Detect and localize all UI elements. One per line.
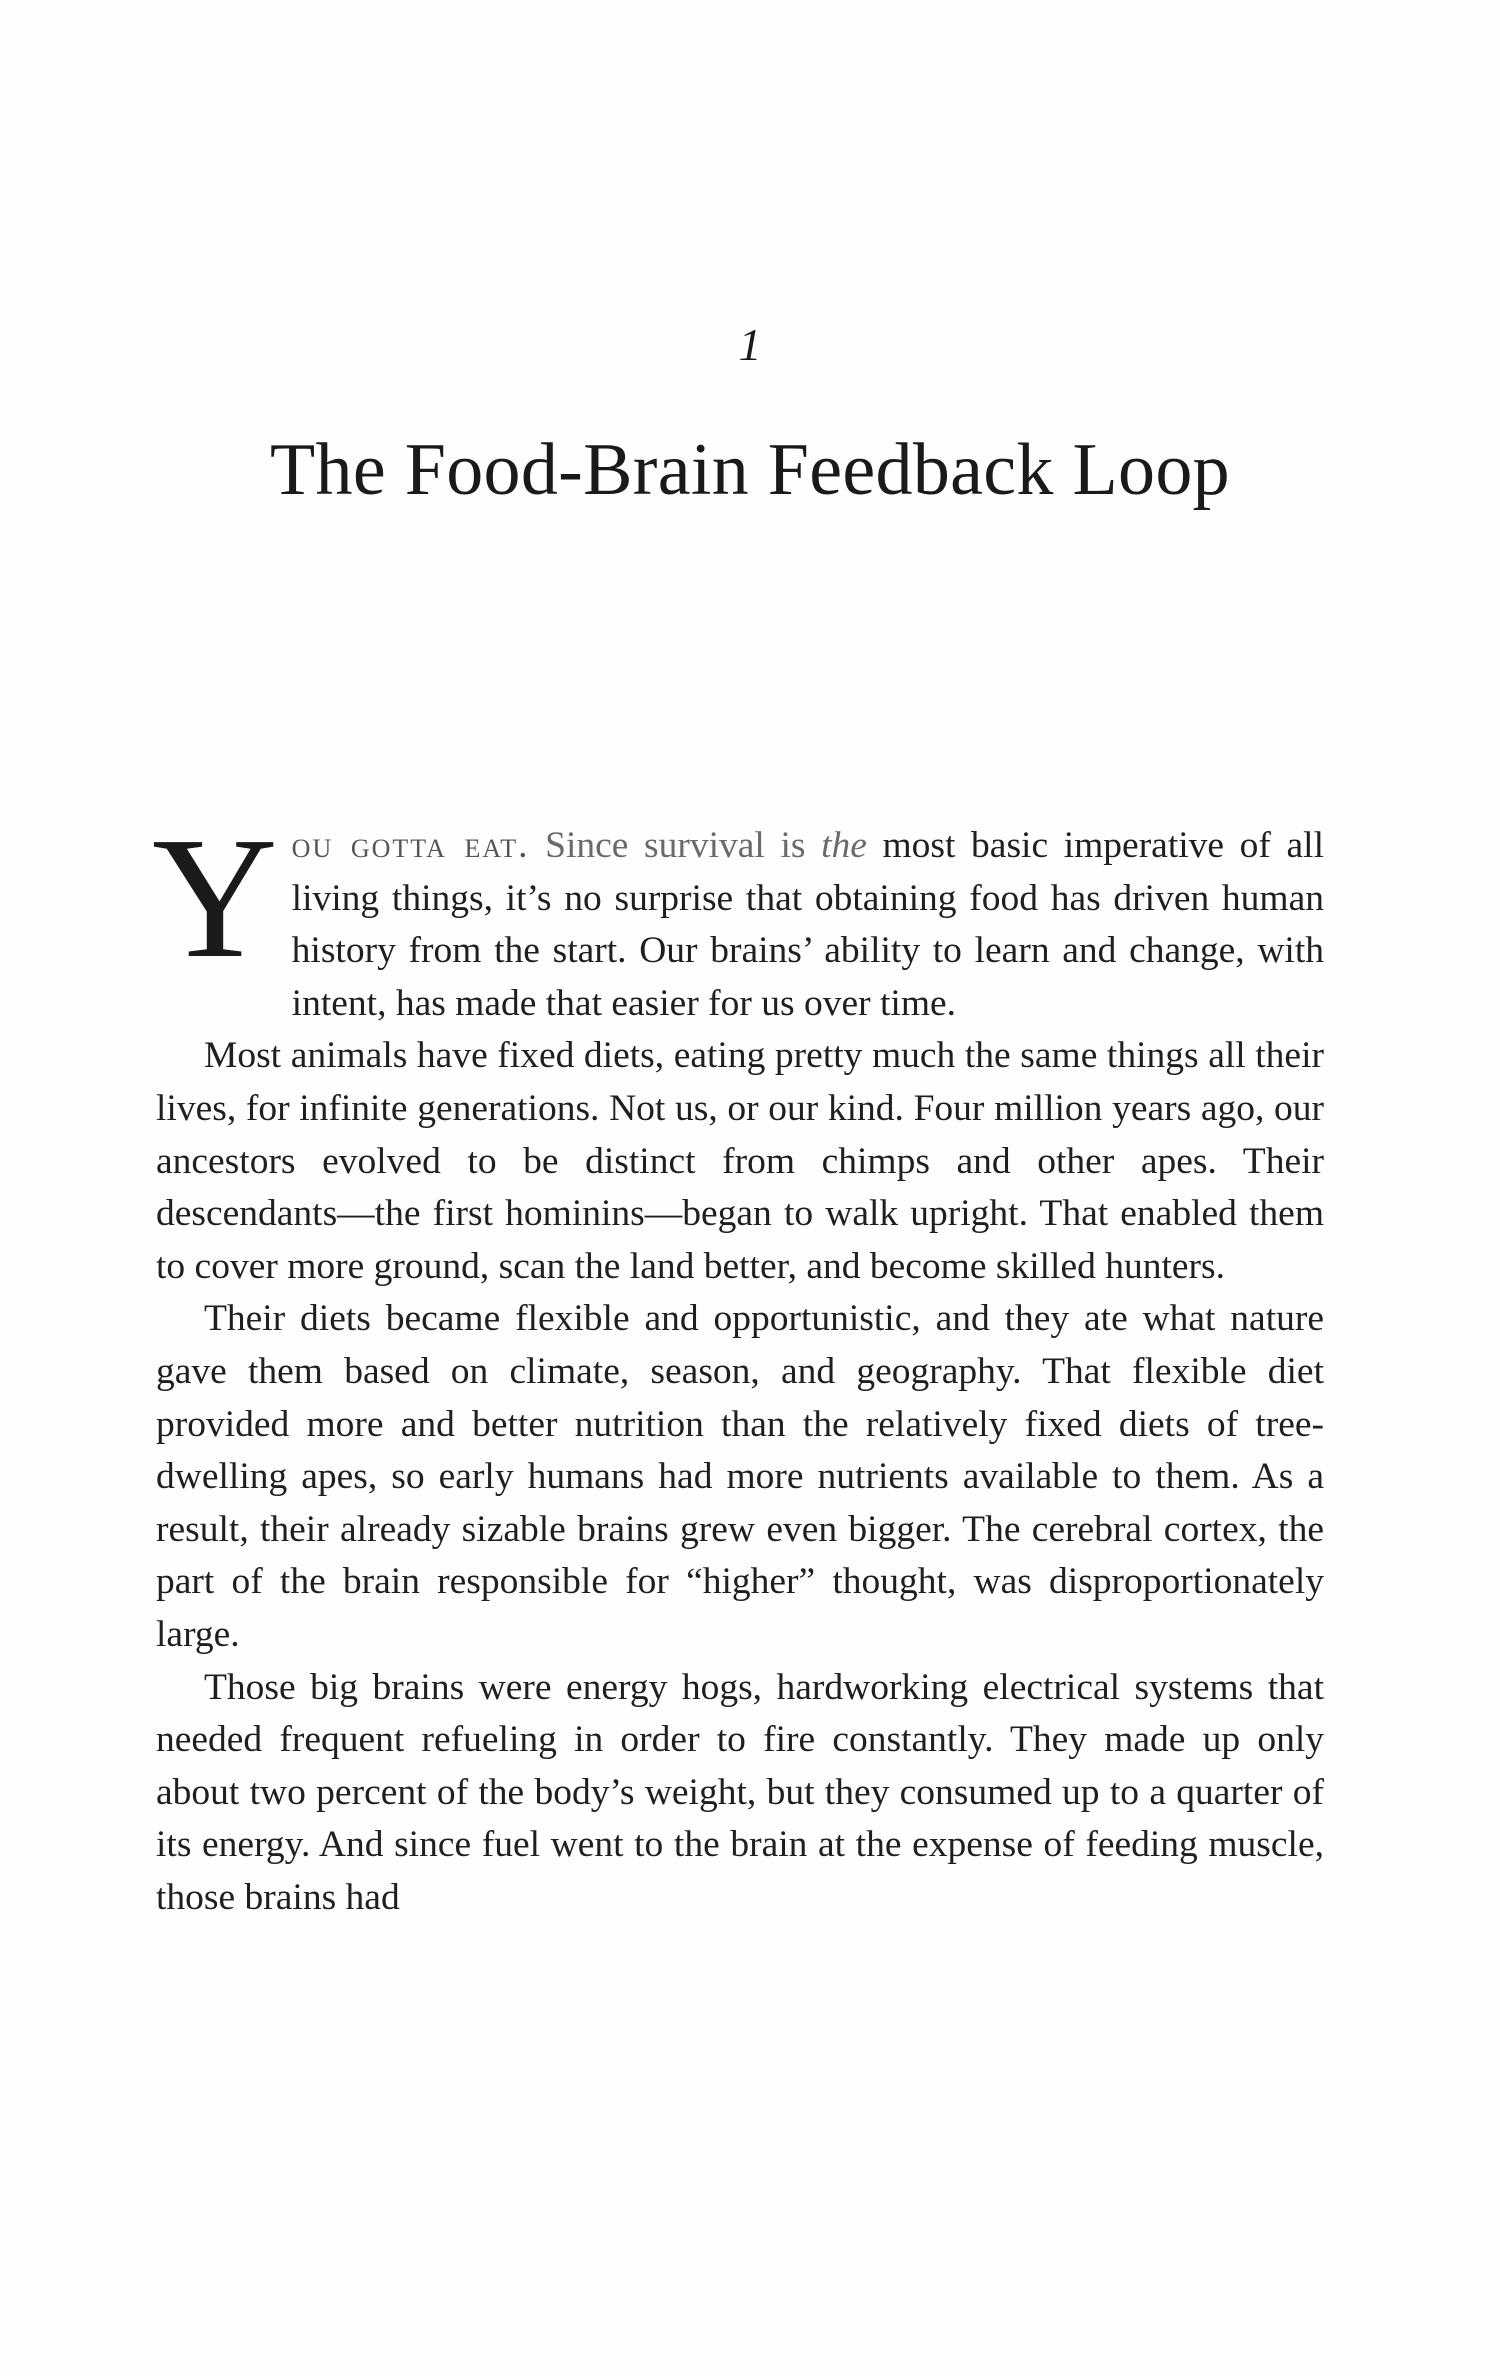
opening-text-a: Since survival is	[529, 825, 822, 866]
chapter-number: 1	[738, 319, 762, 370]
chapter-body	[152, 801, 1324, 1924]
body-paragraph: Those big brains were energy hogs, hardworking electrical systems that needed frequent refueling in order to fire constantly. They made up only about two percent of the body’s weight, but they consumed up to a quarter of its energy. And since fuel went to the brain at the expense of feeding muscle, those brains had	[156, 1666, 1324, 1918]
chapter-title: The Food-Brain Feedback Loop	[270, 429, 1230, 511]
opening-small-caps: ou gotta eat.	[291, 825, 530, 866]
body-paragraph: Their diets became flexible and opportunistic, and they ate what nature gave them based on climate, season, and geography. That flexible diet provided more and better nutrition than the relatively fixed diets of tree-dwelling apes, so early humans had more nutrients available to them. As a result, their already sizable brains grew even bigger. The cerebral cortex, the part of the brain responsible for “higher” thought, was disproportionately large.	[156, 1298, 1324, 1655]
body-paragraph: Most animals have fixed diets, eating pretty much the same things all their lives, for infinite generations. Not us, or our kind. Four million years ago, our ancestors evolved to be distinct from chimps and other apes. Their descendants—the first hominins—began to walk upright. That enabled them to cover more ground, scan the land better, and become skilled hunters.	[156, 1035, 1324, 1287]
opening-text-b: most basic imperative of all living things, it’s no surprise that obtaining food has driven human history from the start. Our brains’ ability to learn and change, with intent, has made that easier for us over time.	[291, 825, 1324, 1024]
opening-paragraph	[152, 801, 1324, 1030]
opening-emphasis: the	[821, 825, 867, 866]
drop-cap: Y	[152, 801, 278, 994]
